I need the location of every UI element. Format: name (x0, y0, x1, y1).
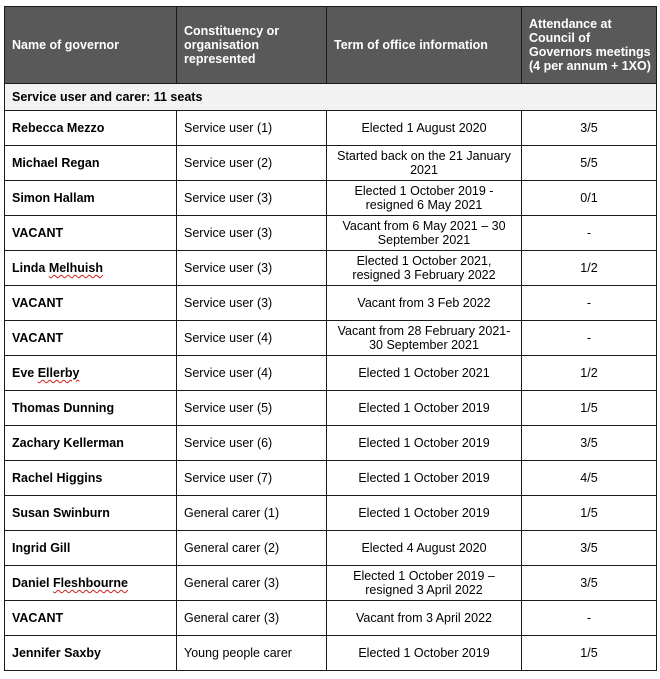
table-row (5, 321, 657, 356)
table-row (5, 496, 657, 531)
governor-name: Rebecca Mezzo (5, 111, 177, 146)
attendance-cell: 3/5 (522, 566, 657, 601)
constituency-cell: Service user (5) (177, 391, 327, 426)
constituency-cell: Young people carer (177, 636, 327, 671)
attendance-cell: 1/5 (522, 391, 657, 426)
constituency-cell: Service user (3) (177, 181, 327, 216)
term-cell: Elected 1 October 2019 - resigned 6 May 2021 (327, 181, 522, 216)
table-row (5, 461, 657, 496)
term-cell: Vacant from 28 February 2021- 30 September 2021 (327, 321, 522, 356)
term-cell: Elected 1 October 2019 (327, 391, 522, 426)
section-title: Service user and carer: 11 seats (5, 84, 657, 111)
table-row (5, 146, 657, 181)
constituency-cell: Service user (3) (177, 251, 327, 286)
attendance-cell: - (522, 286, 657, 321)
governor-name: VACANT (5, 216, 177, 251)
governor-name: Jennifer Saxby (5, 636, 177, 671)
governor-name: Thomas Dunning (5, 391, 177, 426)
attendance-cell: - (522, 601, 657, 636)
constituency-cell: Service user (1) (177, 111, 327, 146)
table-row (5, 566, 657, 601)
governor-name (5, 251, 177, 286)
attendance-cell: 3/5 (522, 531, 657, 566)
attendance-cell: 3/5 (522, 426, 657, 461)
term-cell: Elected 1 October 2019 (327, 461, 522, 496)
term-cell: Vacant from 6 May 2021 – 30 September 2021 (327, 216, 522, 251)
attendance-cell: - (522, 216, 657, 251)
governor-first-name: Eve (12, 366, 38, 380)
section-row (5, 84, 657, 111)
governor-name: Michael Regan (5, 146, 177, 181)
attendance-cell: 0/1 (522, 181, 657, 216)
governor-name (5, 356, 177, 391)
attendance-cell: 3/5 (522, 111, 657, 146)
term-cell: Elected 1 October 2019 (327, 496, 522, 531)
table-row (5, 601, 657, 636)
governor-last-name: Melhuish (48, 261, 103, 275)
attendance-cell: 4/5 (522, 461, 657, 496)
term-cell: Elected 4 August 2020 (327, 531, 522, 566)
governor-name (5, 566, 177, 601)
constituency-cell: Service user (4) (177, 356, 327, 391)
constituency-cell: Service user (2) (177, 146, 327, 181)
table-row (5, 111, 657, 146)
governor-last-name: Ellerby (37, 366, 80, 380)
attendance-cell: 1/5 (522, 496, 657, 531)
term-cell: Started back on the 21 January 2021 (327, 146, 522, 181)
header-constituency: Constituency or organisation represented (177, 7, 327, 84)
constituency-cell: Service user (4) (177, 321, 327, 356)
term-cell: Elected 1 August 2020 (327, 111, 522, 146)
term-cell: Elected 1 October 2019 (327, 426, 522, 461)
constituency-cell: General carer (2) (177, 531, 327, 566)
governors-table (4, 6, 657, 671)
governor-name: Zachary Kellerman (5, 426, 177, 461)
table-row (5, 356, 657, 391)
table-row (5, 251, 657, 286)
governor-name: VACANT (5, 601, 177, 636)
governor-last-name: Fleshbourne (53, 576, 129, 590)
governor-name: VACANT (5, 321, 177, 356)
term-cell: Elected 1 October 2019 (327, 636, 522, 671)
attendance-cell: 1/2 (522, 251, 657, 286)
table-row (5, 426, 657, 461)
governor-name: VACANT (5, 286, 177, 321)
constituency-cell: Service user (7) (177, 461, 327, 496)
constituency-cell: General carer (1) (177, 496, 327, 531)
constituency-cell: General carer (3) (177, 601, 327, 636)
constituency-cell: General carer (3) (177, 566, 327, 601)
attendance-cell: - (522, 321, 657, 356)
table-row (5, 531, 657, 566)
governor-first-name: Daniel (12, 576, 53, 590)
term-cell: Elected 1 October 2019 – resigned 3 April 2022 (327, 566, 522, 601)
header-name: Name of governor (5, 7, 177, 84)
term-cell: Elected 1 October 2021 (327, 356, 522, 391)
term-cell: Elected 1 October 2021, resigned 3 February 2022 (327, 251, 522, 286)
header-term: Term of office information (327, 7, 522, 84)
table-row (5, 286, 657, 321)
term-cell: Vacant from 3 April 2022 (327, 601, 522, 636)
table-row (5, 216, 657, 251)
attendance-cell: 5/5 (522, 146, 657, 181)
constituency-cell: Service user (3) (177, 286, 327, 321)
table-row (5, 391, 657, 426)
governor-name: Ingrid Gill (5, 531, 177, 566)
governor-first-name: Linda (12, 261, 49, 275)
constituency-cell: Service user (6) (177, 426, 327, 461)
header-row (5, 7, 657, 84)
attendance-cell: 1/5 (522, 636, 657, 671)
table-row (5, 636, 657, 671)
table-row (5, 181, 657, 216)
governor-name: Susan Swinburn (5, 496, 177, 531)
constituency-cell: Service user (3) (177, 216, 327, 251)
governor-name: Rachel Higgins (5, 461, 177, 496)
attendance-cell: 1/2 (522, 356, 657, 391)
term-cell: Vacant from 3 Feb 2022 (327, 286, 522, 321)
governor-name: Simon Hallam (5, 181, 177, 216)
header-attendance: Attendance at Council of Governors meetings (4 per annum + 1XO) (522, 7, 657, 84)
